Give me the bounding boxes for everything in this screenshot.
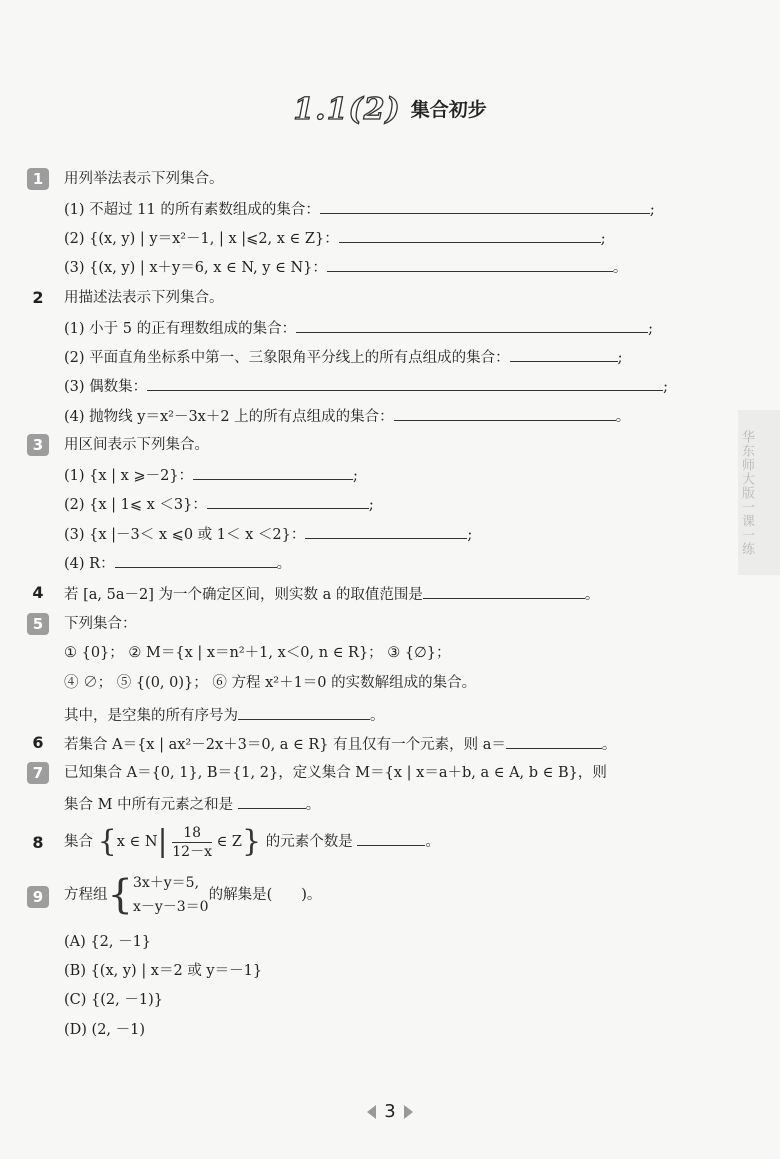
q5-stem: 下列集合： [64, 616, 137, 632]
q7-line-1: 已知集合 A＝{0, 1}, B＝{1, 2}，定义集合 M＝{x | x＝a＋b, a ∈ A, b ∈ B}，则 [64, 765, 607, 781]
q2-item-2: (2) 平面直角坐标系中第一、三象限角平分线上的所有点组成的集合： ; [64, 345, 623, 369]
q3-item-3: (3) {x |－3＜ x ⩽0 或 1＜ x ＜2}： ; [64, 522, 472, 546]
q3-item-1: (1) {x | x ⩾－2}： ; [64, 463, 358, 487]
q9-option-a: (A) {2, －1} [64, 934, 152, 950]
q7-line-2: 集合 M 中所有元素之和是 。 [64, 792, 320, 816]
question-number-4: 4 [32, 583, 44, 602]
question-number-2: 2 [32, 288, 44, 307]
q1-item-3: (3) {(x, y) | x＋y＝6, x ∈ N, y ∈ N}： 。 [64, 255, 627, 279]
q1-stem: 用列举法表示下列集合。 [64, 171, 224, 187]
q5-question: 其中，是空集的所有序号为 。 [64, 703, 385, 727]
q8-text: 集合 {x ∈ N| $\frac{18}{12-x}$ ∈ Z} 的元素个数是 。 [64, 824, 440, 860]
equation-system: 3x＋y＝5, x－y－3＝0 [132, 875, 209, 915]
question-badge-7: 7 [27, 762, 49, 784]
question-badge-1: 1 [27, 168, 49, 190]
question-badge-5: 5 [27, 613, 49, 635]
question-number-6: 6 [32, 733, 44, 752]
q9-text: 方程组{ 3x＋y＝5, x－y－3＝0 的解集是( )。 [64, 872, 322, 918]
question-badge-9: 9 [27, 886, 49, 908]
q2-item-4: (4) 抛物线 y＝x²－3x＋2 上的所有点组成的集合： 。 [64, 404, 630, 428]
q1-item-2: (2) {(x, y) | y＝x²－1, | x |⩽2, x ∈ Z}： ; [64, 226, 606, 250]
q3-item-4: (4) R： 。 [64, 551, 291, 575]
q2-stem: 用描述法表示下列集合。 [64, 290, 224, 306]
q9-option-c: (C) {(2, －1)} [64, 992, 163, 1008]
q5-options-2: ④ ∅； ⑤ {(0, 0)}； ⑥ 方程 x²＋1＝0 的实数解组成的集合。 [64, 675, 477, 691]
q2-item-1: (1) 小于 5 的正有理数组成的集合： ; [64, 316, 653, 340]
page-number: 3 [384, 1101, 396, 1122]
prev-arrow-icon [367, 1105, 376, 1119]
question-badge-3: 3 [27, 434, 49, 456]
q9-option-d: (D) (2, －1) [64, 1022, 146, 1038]
fraction: $\frac{18}{12-x}$ [172, 824, 212, 860]
q5-options-1: ① {0}； ② M＝{x | x＝n²＋1, x＜0, n ∈ R}； ③ {∅}； [64, 645, 451, 661]
page-title [0, 92, 780, 127]
q6-text: 若集合 A＝{x | ax²－2x＋3＝0, a ∈ R} 有且仅有一个元素，则 a＝ 。 [64, 732, 616, 756]
question-number-8: 8 [32, 833, 44, 852]
next-arrow-icon [404, 1105, 413, 1119]
section-title: 集合初步 [410, 99, 487, 121]
page-footer [0, 1101, 780, 1122]
section-number: 1.1(2) [293, 92, 401, 127]
q4-text: 若 [a, 5a－2] 为一个确定区间，则实数 a 的取值范围是 。 [64, 582, 599, 606]
q2-item-3: (3) 偶数集： ; [64, 374, 668, 398]
q9-option-b: (B) {(x, y) | x＝2 或 y＝－1} [64, 963, 263, 979]
q3-item-2: (2) {x | 1⩽ x ＜3}： ; [64, 492, 374, 516]
q1-item-1: (1) 不超过 11 的所有素数组成的集合： ; [64, 197, 655, 221]
side-label: 华东师大版一课一练 [739, 430, 754, 556]
q3-stem: 用区间表示下列集合。 [64, 437, 209, 453]
